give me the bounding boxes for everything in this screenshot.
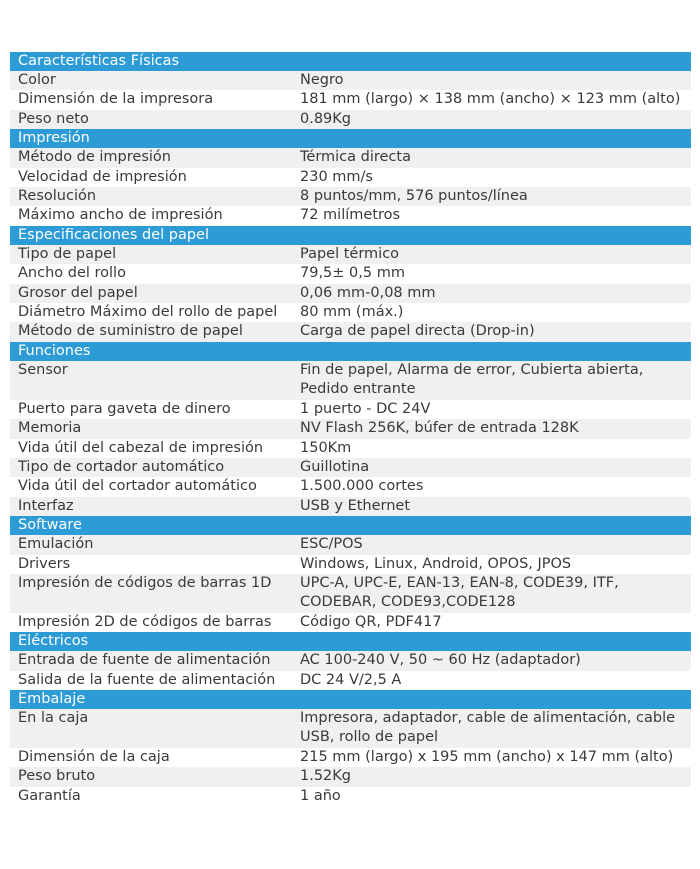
spec-label: Garantía	[18, 787, 81, 804]
spec-row	[10, 361, 691, 400]
spec-row	[10, 110, 691, 129]
section-header: Impresión	[10, 129, 691, 148]
spec-value: UPC-A, UPC-E, EAN-13, EAN-8, CODE39, ITF, CODEBAR, CODE93,CODE128	[300, 574, 619, 611]
section-header: Software	[10, 516, 691, 535]
spec-label: Sensor	[18, 361, 68, 378]
spec-label: Máximo ancho de impresión	[18, 207, 223, 224]
spec-row	[10, 651, 691, 670]
spec-section	[10, 226, 691, 342]
spec-label: Método de suministro de papel	[18, 323, 243, 340]
spec-value: 1 año	[300, 787, 341, 804]
spec-label: Peso bruto	[18, 768, 96, 785]
spec-row	[10, 477, 691, 496]
spec-label: Salida de la fuente de alimentación	[18, 671, 276, 688]
spec-value: 79,5± 0,5 mm	[300, 265, 405, 282]
spec-value: Impresora, adaptador, cable de alimentación, cable USB, rollo de papel	[300, 709, 676, 746]
spec-label: Dimensión de la caja	[18, 748, 170, 765]
spec-section	[10, 129, 691, 226]
spec-label: Ancho del rollo	[18, 265, 126, 282]
spec-row	[10, 613, 691, 632]
spec-row	[10, 574, 691, 613]
spec-label: Resolución	[18, 188, 97, 205]
spec-section	[10, 690, 691, 806]
spec-value: 181 mm (largo) × 138 mm (ancho) × 123 mm (alto)	[300, 91, 681, 108]
spec-row	[10, 419, 691, 438]
spec-row	[10, 303, 691, 322]
spec-value: Papel térmico	[300, 245, 400, 262]
spec-value: 0,06 mm-0,08 mm	[300, 284, 436, 301]
spec-value: 80 mm (máx.)	[300, 304, 404, 321]
spec-row	[10, 322, 691, 341]
spec-row	[10, 284, 691, 303]
spec-label: Entrada de fuente de alimentación	[18, 652, 271, 669]
spec-value: 0.89Kg	[300, 110, 351, 127]
spec-row	[10, 748, 691, 767]
spec-row	[10, 400, 691, 419]
spec-row	[10, 148, 691, 167]
spec-row	[10, 71, 691, 90]
spec-label: Emulación	[18, 536, 94, 553]
spec-value: Windows, Linux, Android, OPOS, JPOS	[300, 555, 572, 572]
spec-label: Tipo de papel	[18, 245, 117, 262]
spec-label: Puerto para gaveta de dinero	[18, 400, 231, 417]
spec-label: Color	[18, 72, 56, 88]
spec-label: Dimensión de la impresora	[18, 91, 214, 108]
spec-value: DC 24 V/2,5 A	[300, 671, 402, 688]
spec-value: Guillotina	[300, 458, 370, 475]
section-header: Características Físicas	[10, 52, 691, 71]
spec-value: Código QR, PDF417	[300, 613, 442, 630]
spec-row	[10, 90, 691, 109]
spec-label: Memoria	[18, 420, 82, 437]
spec-label: Grosor del papel	[18, 284, 138, 301]
spec-label: Impresión 2D de códigos de barras	[18, 613, 272, 630]
spec-row	[10, 555, 691, 574]
spec-row	[10, 709, 691, 748]
spec-value: 150Km	[300, 439, 352, 456]
section-header: Especificaciones del papel	[10, 226, 691, 245]
spec-value: NV Flash 256K, búfer de entrada 128K	[300, 420, 579, 437]
spec-value: ESC/POS	[300, 536, 363, 553]
spec-row	[10, 787, 691, 806]
spec-label: Drivers	[18, 555, 71, 572]
spec-row	[10, 439, 691, 458]
spec-value: Carga de papel directa (Drop-in)	[300, 323, 535, 340]
spec-value: USB y Ethernet	[300, 497, 411, 514]
section-header: Eléctricos	[10, 632, 691, 651]
spec-label: Velocidad de impresión	[18, 168, 187, 185]
spec-value: 8 puntos/mm, 576 puntos/línea	[300, 188, 528, 205]
section-header: Embalaje	[10, 690, 691, 709]
spec-label: Peso neto	[18, 110, 89, 127]
spec-row	[10, 458, 691, 477]
spec-row	[10, 187, 691, 206]
spec-value: 215 mm (largo) x 195 mm (ancho) x 147 mm (alto)	[300, 748, 674, 765]
spec-row	[10, 535, 691, 554]
spec-label: Impresión de códigos de barras 1D	[18, 574, 272, 591]
spec-row	[10, 671, 691, 690]
spec-label: Tipo de cortador automático	[18, 458, 225, 475]
spec-label: Vida útil del cortador automático	[18, 478, 257, 495]
spec-sheet	[10, 52, 691, 806]
spec-row	[10, 168, 691, 187]
spec-section	[10, 632, 691, 690]
spec-value: Negro	[300, 72, 344, 88]
spec-section	[10, 342, 691, 516]
spec-label: Vida útil del cabezal de impresión	[18, 439, 264, 456]
spec-value: Térmica directa	[300, 149, 411, 166]
spec-row	[10, 206, 691, 225]
spec-value: 230 mm/s	[300, 168, 373, 185]
spec-section	[10, 52, 691, 129]
spec-section	[10, 516, 691, 632]
spec-row	[10, 497, 691, 516]
spec-label: En la caja	[18, 709, 89, 726]
spec-value: 1.500.000 cortes	[300, 478, 424, 495]
spec-value: 1 puerto - DC 24V	[300, 400, 431, 417]
spec-label: Diámetro Máximo del rollo de papel	[18, 304, 278, 321]
spec-value: 1.52Kg	[300, 768, 351, 785]
spec-value: AC 100-240 V, 50 ~ 60 Hz (adaptador)	[300, 652, 581, 669]
spec-row	[10, 264, 691, 283]
spec-label: Método de impresión	[18, 149, 171, 166]
spec-value: 72 milímetros	[300, 207, 401, 224]
spec-value: Fin de papel, Alarma de error, Cubierta abierta, Pedido entrante	[300, 361, 644, 398]
spec-row	[10, 767, 691, 786]
spec-row	[10, 245, 691, 264]
section-header: Funciones	[10, 342, 691, 361]
spec-label: Interfaz	[18, 497, 74, 514]
